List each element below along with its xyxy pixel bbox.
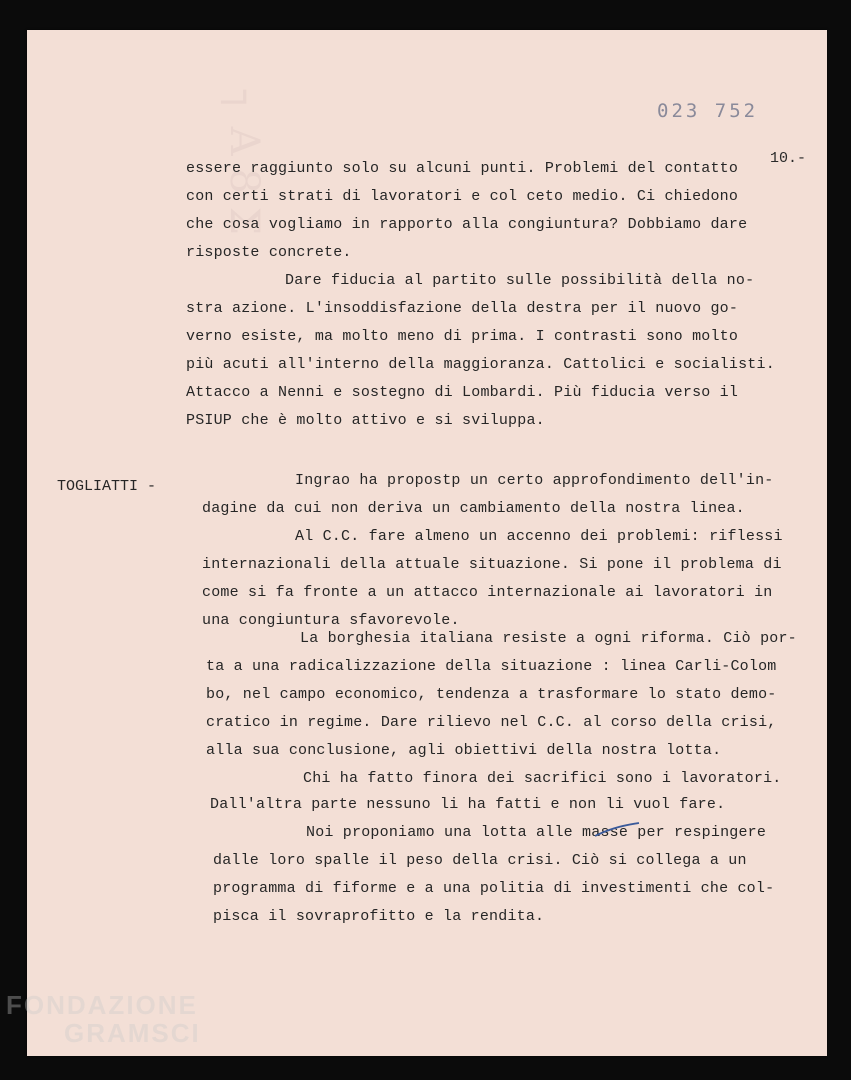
text-line: internazionali della attuale situazione. Si pone il problema di bbox=[202, 556, 782, 573]
document-page bbox=[27, 30, 827, 1056]
text-line: Noi proponiamo una lotta alle masse per respingere bbox=[306, 824, 767, 841]
text-line: che cosa vogliamo in rapporto alla congiuntura? Dobbiamo dare bbox=[186, 216, 748, 233]
text-line: come si fa fronte a un attacco internazionale ai lavoratori in bbox=[202, 584, 773, 601]
text-line: Al C.C. fare almeno un accenno dei problemi: riflessi bbox=[295, 528, 783, 545]
text-line: ta a una radicalizzazione della situazione : linea Carli-Colom bbox=[206, 658, 777, 675]
text-line: Ingrao ha propostp un certo approfondimento dell'in- bbox=[295, 472, 774, 489]
watermark-line-1: FONDAZIONE bbox=[6, 990, 198, 1020]
text-line: programma di fiforme e a una politia di investimenti che col- bbox=[213, 880, 775, 897]
archive-number: 023 752 bbox=[657, 100, 759, 122]
text-line: con certi strati di lavoratori e col ceto medio. Ci chiedono bbox=[186, 188, 739, 205]
text-line: dagine da cui non deriva un cambiamento della nostra linea. bbox=[202, 500, 745, 517]
fondazione-gramsci-watermark bbox=[6, 990, 226, 1060]
text-line: bo, nel campo economico, tendenza a trasformare lo stato demo- bbox=[206, 686, 777, 703]
watermark-line-2: GRAMSCI bbox=[64, 1018, 201, 1048]
text-line: una congiuntura sfavorevole. bbox=[202, 612, 460, 629]
text-line: stra azione. L'insoddisfazione della destra per il nuovo go- bbox=[186, 300, 739, 317]
speaker-label: TOGLIATTI - bbox=[57, 478, 157, 495]
text-line: Attacco a Nenni e sostegno di Lombardi. Più fiducia verso il bbox=[186, 384, 739, 401]
text-line: cratico in regime. Dare rilievo nel C.C. al corso della crisi, bbox=[206, 714, 777, 731]
text-line: verno esiste, ma molto meno di prima. I contrasti sono molto bbox=[186, 328, 739, 345]
page-number: 10.- bbox=[770, 150, 807, 167]
pen-strike-mark bbox=[593, 822, 643, 838]
text-line: PSIUP che è molto attivo e si sviluppa. bbox=[186, 412, 545, 429]
text-line: Dall'altra parte nessuno li ha fatti e non li vuol fare. bbox=[210, 796, 726, 813]
text-line: essere raggiunto solo su alcuni punti. Problemi del contatto bbox=[186, 160, 739, 177]
text-line: Chi ha fatto finora dei sacrifici sono i lavoratori. bbox=[303, 770, 782, 787]
text-line: Dare fiducia al partito sulle possibilità della no- bbox=[285, 272, 755, 289]
text-line: pisca il sovraprofitto e la rendita. bbox=[213, 908, 545, 925]
text-line: La borghesia italiana resiste a ogni riforma. Ciò por- bbox=[300, 630, 797, 647]
text-line: alla sua conclusione, agli obiettivi della nostra lotta. bbox=[206, 742, 722, 759]
text-line: risposte concrete. bbox=[186, 244, 352, 261]
background-stamp-mark: ┐ A 8 Ʃ bbox=[221, 90, 267, 235]
text-line: dalle loro spalle il peso della crisi. Ciò si collega a un bbox=[213, 852, 747, 869]
text-line: più acuti all'interno della maggioranza. Cattolici e socialisti. bbox=[186, 356, 775, 373]
